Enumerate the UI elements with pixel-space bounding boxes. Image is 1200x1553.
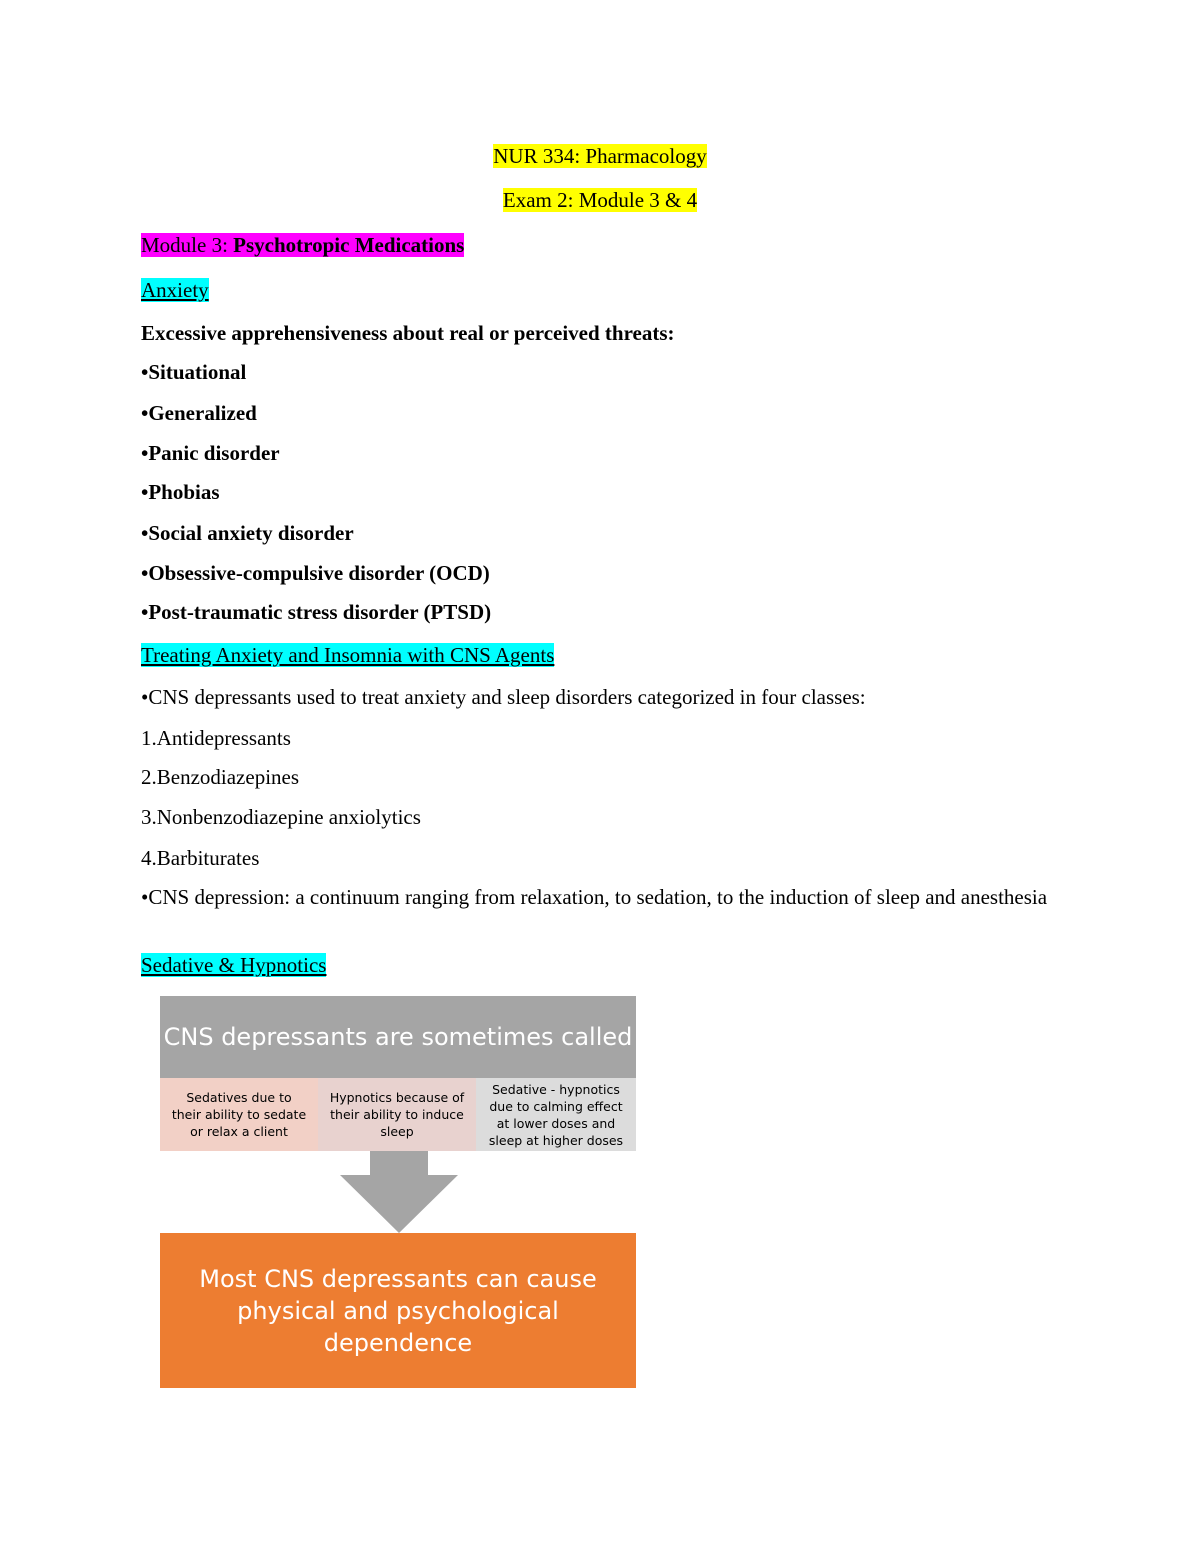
list-item: •Panic disorder <box>141 441 280 465</box>
diagram-cell-sedatives: Sedatives due to their ability to sedate or relax a client <box>160 1078 318 1151</box>
module-heading <box>141 232 464 258</box>
list-item: •Situational <box>141 360 247 384</box>
sedative-heading <box>141 952 326 978</box>
list-item: •Post-traumatic stress disorder (PTSD) <box>141 600 492 624</box>
exam-title <box>0 187 1200 213</box>
anxiety-heading-text: Anxiety <box>141 278 209 302</box>
list-item: •Phobias <box>141 480 220 504</box>
treating-intro: •CNS depressants used to treat anxiety and sleep disorders categorized in four classes: <box>141 685 866 709</box>
sedative-heading-text: Sedative & Hypnotics <box>141 953 327 977</box>
cns-depression-note <box>141 885 1061 909</box>
diagram-title: CNS depressants are sometimes called <box>160 996 636 1078</box>
exam-title-text: Exam 2: Module 3 & 4 <box>502 188 698 212</box>
anxiety-definition: Excessive apprehensiveness about real or perceived threats: <box>141 321 675 345</box>
list-item: •Generalized <box>141 401 257 425</box>
course-title <box>0 143 1200 169</box>
list-item: 3.Nonbenzodiazepine anxiolytics <box>141 805 421 829</box>
module-heading-highlight <box>141 233 464 257</box>
anxiety-heading <box>141 277 209 303</box>
diagram-conclusion <box>160 1233 636 1388</box>
cns-depression-text: •CNS depression: a continuum ranging from relaxation, to sedation, to the induction of sleep and anesthesia <box>141 885 1048 909</box>
list-item: •Obsessive-compulsive disorder (OCD) <box>141 561 490 585</box>
course-title-text: NUR 334: Pharmacology <box>493 144 707 168</box>
module-title: Psychotropic Medications <box>233 233 465 257</box>
list-item: 4.Barbiturates <box>141 846 260 870</box>
diagram-cell-sedative-hypnotics: Sedative - hypnotics due to calming effect at lower doses and sleep at higher doses <box>476 1078 636 1151</box>
diagram-cell-hypnotics: Hypnotics because of their ability to induce sleep <box>318 1078 476 1151</box>
diagram-conclusion-text: Most CNS depressants can cause physical and psychological dependence <box>199 1264 597 1357</box>
down-arrow-icon <box>330 1151 470 1235</box>
list-item: 2.Benzodiazepines <box>141 765 300 789</box>
module-prefix: Module 3: <box>141 233 234 257</box>
treating-heading-text: Treating Anxiety and Insomnia with CNS Agents <box>141 643 555 667</box>
list-item: •Social anxiety disorder <box>141 521 354 545</box>
list-item: 1.Antidepressants <box>141 726 291 750</box>
treating-heading <box>141 642 554 668</box>
